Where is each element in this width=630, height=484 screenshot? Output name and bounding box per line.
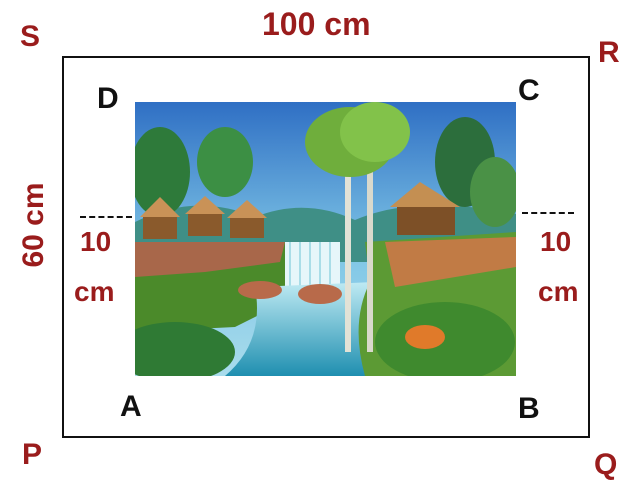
vertex-label-q: Q [594, 448, 618, 481]
painting-abcd [135, 102, 516, 376]
vertex-label-b: B [518, 392, 540, 425]
houses-left [140, 196, 267, 239]
bush-right-flowers [405, 325, 445, 349]
left-border-width-unit: cm [74, 276, 115, 307]
right-border-dashed-marker [522, 212, 574, 214]
vertex-label-a: A [120, 390, 142, 423]
right-border-width-unit: cm [538, 276, 579, 307]
rock-1 [238, 281, 282, 299]
left-height-label: 60 cm [17, 182, 50, 268]
left-border-width-num: 10 [80, 226, 112, 257]
tree-left-2 [197, 127, 253, 197]
vertex-label-s: S [20, 20, 41, 53]
left-border-dashed-marker [80, 216, 132, 218]
top-length-label: 100 cm [262, 6, 371, 42]
waterfall [285, 242, 340, 287]
rock-2 [298, 284, 342, 304]
vertex-label-d: D [97, 82, 119, 115]
vertex-label-r: R [598, 36, 620, 69]
right-border-width-num: 10 [540, 226, 572, 257]
vertex-label-c: C [518, 74, 540, 107]
vertex-label-p: P [22, 438, 43, 471]
